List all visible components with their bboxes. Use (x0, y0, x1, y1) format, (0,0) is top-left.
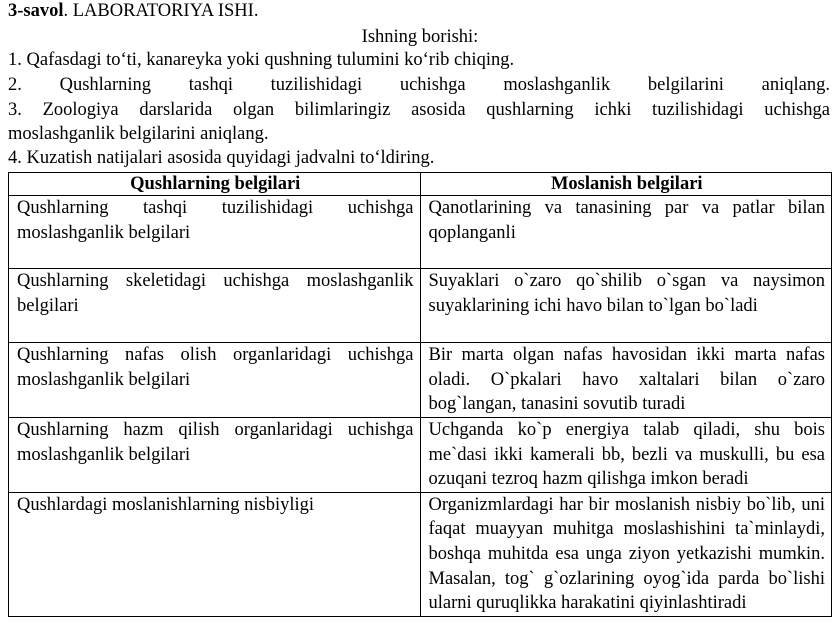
feature-cell: Qushlarning hazm qilish organlaridagi uchishga moslashganlik belgilari (9, 418, 421, 493)
step-4: 4. Kuzatish natijalari asosida quyidagi jadvalni to‘ldiring. (8, 148, 435, 168)
step-1: 1. Qafasdagi to‘ti, kanareyka yoki qushning tulumini ko‘rib chiqing. (8, 50, 515, 70)
table-row (9, 269, 832, 343)
header-features: Qushlarning belgilari (9, 173, 421, 196)
question-number: 3-savol (8, 1, 64, 21)
table-header-row (9, 173, 832, 196)
feature-cell: Qushlarning tashqi tuzilishidagi uchishga moslashganlik belgilari (9, 196, 421, 269)
feature-cell: Qushlarning skeletidagi uchishga moslashganlik belgilari (9, 269, 421, 343)
table-row (9, 196, 832, 269)
observation-table (8, 172, 832, 617)
adaptation-cell: Qanotlarining va tanasining par va patlar bilan qoplanganli (420, 196, 832, 269)
question-title: . LABORATORIYA ISHI. (63, 1, 259, 21)
table-row (9, 418, 832, 493)
adaptation-cell: Organizmlardagi har bir moslanish nisbiy bo`lib, uni faqat muayyan muhitga moslashishini ta`minlaydi, boshqa muhitda esa unga ziyon yetkazishi mumkin. Masalan, tog` g`ozlarining oyog`ida parda bo`lishi ularni quruqlikka harakatini qiyinlashtiradi (420, 492, 832, 616)
table-row (9, 343, 832, 418)
procedure-subheading: Ishning borishi: (361, 27, 479, 47)
feature-cell: Qushlardagi moslanishlarning nisbiyligi (9, 492, 421, 616)
question-heading (8, 0, 258, 22)
step-3-continued: moslashganlik belgilarini aniqlang. (8, 124, 269, 144)
table-row (9, 492, 832, 616)
step-2: 2. Qushlarning tashqi tuzilishidagi uchishga moslashganlik belgilarini aniqlang. (8, 75, 830, 95)
step-3: 3. Zoologiya darslarida olgan bilimlaringiz asosida qushlarning ichki tuzilishidagi uchishga (8, 100, 830, 120)
feature-cell: Qushlarning nafas olish organlaridagi uchishga moslashganlik belgilari (9, 343, 421, 418)
adaptation-cell: Uchganda ko`p energiya talab qiladi, shu bois me`dasi ikki kamerali bb, bezli va muskulli, bu esa ozuqani tezroq hazm qilishga imkon beradi (420, 418, 832, 493)
header-adaptations: Moslanish belgilari (420, 173, 832, 196)
adaptation-cell: Suyaklari o`zaro qo`shilib o`sgan va naysimon suyaklarining ichi havo bilan to`lgan bo`ladi (420, 269, 832, 343)
adaptation-cell: Bir marta olgan nafas havosidan ikki marta nafas oladi. O`pkalari havo xaltalari bilan o`zaro bog`langan, tanasini sovutib turadi (420, 343, 832, 418)
